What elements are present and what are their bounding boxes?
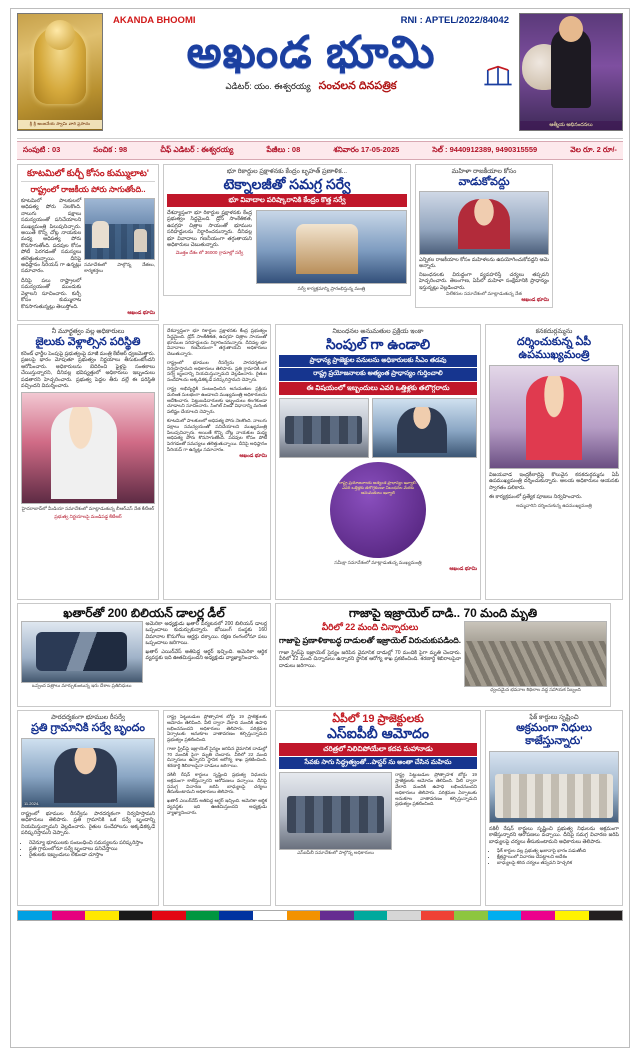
bottom-band <box>17 710 623 906</box>
list-item: • క్షేత్రస్థాయిలో విచారణ చేపట్టాలని ఆదేశం <box>497 854 619 860</box>
story-kootami-subhead: రాష్ట్రంలో రాజకీయ పోరు సాగుతోంది.. <box>30 185 146 194</box>
story-sipb <box>275 710 481 906</box>
column-fakecards <box>485 710 623 906</box>
color-swatch-4 <box>152 911 186 920</box>
story-sipb-ribbon: చరిత్రలో నిలిచిపోయేలా కదప మహానాడు <box>279 743 477 756</box>
list-item: • రెవెన్యూ భూములకు సంబంధించి సమస్యలను పరిష్కరిస్తాం <box>29 840 155 846</box>
date-label: శనివారం 17-05-2025 <box>333 145 400 154</box>
story-cm-headline: సింపుల్ గా ఉండాలి <box>325 335 431 352</box>
bottom-continuation-c: నకిలీ రేషన్ కార్డులు సృష్టించి ప్రభుత్వ నిధులను అక్రమంగా కాజేస్తున్నారని ఆరోపణలు వచ్చాయి. దీనిపై సమగ్ర విచారణ జరిపి బాధ్యులపై చర్యలు తీసుకుంటామని అధికారులు తెలిపారు. <box>167 772 267 795</box>
person-image <box>551 28 591 108</box>
column-center-top <box>163 164 411 321</box>
story-sipb-headline-1: ఏపీలో 19 ప్రాజెక్టులకు <box>332 712 424 725</box>
story-kootami-headline: కూటమిలో కుర్చీ కోసం కుమ్ములాట' <box>27 168 149 178</box>
story-gaza-headline: గాజాపై ఇజ్రాయెల్ దాడి.. 70 మంది మృతి <box>348 605 538 620</box>
list-item: • బాధ్యులపై కఠిన చర్యలు తప్పవని హెచ్చరిక <box>497 860 619 866</box>
story-cm-quote-seal: రాష్ట్ర ప్రయోజనాలకు అత్యంత ప్రాధాన్యం ఇవ్వాలి. ఎవరి ఒత్తిళ్లకు తలొగ్గకుండా నిబంధనల మేరకు అనుమతులు ఇవ్వాలి <box>330 462 426 558</box>
story-gaza-sub2: గాజాపై ప్రణాళికాబద్ధ దాడులతో ఇజ్రాయెల్ విరుచుకుపడింది. <box>279 635 461 645</box>
list-item: • ఫేక్ కార్డుల వల్ల ప్రభుత్వ ఖజానాపై భారం పడుతోంది <box>497 848 619 854</box>
masthead-center <box>103 13 519 95</box>
story-temple <box>485 324 623 600</box>
story-resurvey-photo <box>21 738 155 808</box>
story-cm-ribbon1: ప్రాధాన్య ప్రాజెక్టుల పనులను అధికారులకు సీఎం తడవు <box>279 355 477 368</box>
column-qatar <box>17 603 271 707</box>
bottom-continuation-a: రాష్ట్ర పెట్టుబడుల ప్రోత్సాహక బోర్డు 19 ప్రాజెక్టులకు ఆమోదం తెలిపింది. వీటి ద్వారా వేలాది మందికి ఉపాధి లభించనుందని అధికారులు తెలిపారు. పరిశ్రమల ఏర్పాటుకు అనుకూల వాతావరణం కల్పిస్తున్నామని ప్రభుత్వం ప్రకటించింది. <box>167 713 267 743</box>
story-ktr-photo-caption: హైదరాబాద్‌లో మీడియా సమావేశంలో మాట్లాడుతున్న బీఆర్ఎస్ నేత కేటీఆర్ <box>21 506 155 512</box>
color-swatch-9 <box>320 911 354 920</box>
story-kootami-credit: ఆఖండ భూమి <box>127 309 155 316</box>
story-survey-kicker: భూ రికార్డుల ప్రక్షాళనకు కేంద్రం బృహత్ ప్రణాళిక... <box>226 168 348 175</box>
story-survey-photo <box>256 210 407 284</box>
column-1 <box>17 164 159 321</box>
column-bottom-filler <box>163 710 271 906</box>
color-swatch-3 <box>119 911 153 920</box>
story-bottom-continuation <box>163 710 271 906</box>
story-women-headline: వాడుకోవద్దు <box>458 176 510 188</box>
color-swatch-5 <box>186 911 220 920</box>
story-survey-stat: మొత్తం దేశం లో 36000 గ్రామాల్లో సర్వే <box>175 250 244 256</box>
column-sipb <box>275 710 481 906</box>
continuation-body-c: రాష్ట్ర అభివృద్ధికి సంబంధించిన అనుమతుల ప్రక్రియ మరింత సులభంగా ఉండాలని ముఖ్యమంత్రి అధికారులను ఆదేశించారు. పెట్టుబడిదారులకు ఇబ్బందులు కలగకుండా చూడాలని సూచించారు. సింగిల్ విండో విధానాన్ని మరింత పటిష్టం చేయాలని చెప్పారు. <box>167 386 267 415</box>
story-qatar-headline: ఖతార్‌తో 200 బిలియన్ డాలర్ల డీల్ <box>63 605 225 620</box>
story-ktr-headline: జైలుకు వెళ్లాల్సిన పరిస్థితి <box>35 335 141 348</box>
issue-info-strip <box>17 141 623 160</box>
color-swatch-13 <box>454 911 488 920</box>
story-women-b2: నిబంధనలకు విరుద్ధంగా వ్యవహరిస్తే చర్యలు తప్పవని హెచ్చరించారు. తెలంగాణ, ఏపీలో మహిళా సంక్షేమానికి ప్రాధాన్యం ఇస్తున్నట్లు వెల్లడించారు. <box>419 271 549 291</box>
chief-editor-label: చీఫ్ ఎడిటర్ : ఈశ్వరయ్య <box>160 145 234 154</box>
masthead-photo <box>519 13 623 131</box>
story-kootami-photo-caption: సమావేశంలో పాల్గొన్న నేతలు, కార్యకర్తలు <box>84 262 155 273</box>
story-ktr-body: కరెంట్ ఛార్జీల పెంపుపై ప్రభుత్వంపై మాజీ మంత్రి కేటీఆర్ ధ్వజమెత్తారు. ప్రజలపై భారం మోపుతూ ప్రభుత్వం నిర్ణయాలు తీసుకుంటోందని ఆరోపించారు. అధికారులను బెదిరించి ఫైళ్లపై సంతకాలు చేయిస్తున్నారని, దీనివల్ల భవిష్యత్తులో అధికారులు ఇబ్బందులు పడతారని హెచ్చరించారు. ప్రభుత్వ పెద్దల తీరు వల్లే ఈ పరిస్థితి వచ్చిందని విమర్శించారు. <box>21 350 155 389</box>
column-filler-text <box>163 324 271 600</box>
color-swatch-10 <box>354 911 388 920</box>
story-sipb-headline-2: ఎస్ఐపీబీ ఆమోదం <box>326 724 430 741</box>
story-cm-kicker: నిబంధనల అనుమతుల ప్రక్రియ ఇంకా <box>332 327 424 335</box>
english-name: AKANDA BHOOMI <box>113 15 196 26</box>
color-swatch-7 <box>253 911 287 920</box>
column-4 <box>415 164 553 321</box>
color-swatch-15 <box>521 911 555 920</box>
color-swatch-14 <box>488 911 522 920</box>
story-ktr-photo <box>21 392 155 504</box>
story-temple-photo <box>489 365 619 469</box>
story-cm-photo-meeting <box>279 398 369 458</box>
story-ktr <box>17 324 159 600</box>
column-gaza <box>275 603 611 707</box>
story-resurvey <box>17 710 159 906</box>
middle-band <box>17 324 623 600</box>
deity-image <box>17 13 103 131</box>
story-temple-b2: ఈ కార్యక్రమంలో ప్రత్యేక పూజలు నిర్వహించారు. <box>489 494 583 501</box>
phone-label: సెల్ : 9440912389, 9490315559 <box>432 145 538 154</box>
story-resurvey-kicker: పారదర్శకంగా భూముల రీసర్వే <box>51 713 125 721</box>
story-fakecards <box>485 710 623 906</box>
tagline: సంచలన దినపత్రిక <box>318 80 397 92</box>
story-kootami-photo <box>84 198 155 260</box>
list-item: • రైతులకు ఇబ్బందులు లేకుండా చూస్తాం <box>29 852 155 858</box>
story-gaza-photo-caption: ధ్వంసమైన భవనాల శిథిలాల వద్ద సహాయక సిబ్బంది <box>490 686 581 692</box>
color-swatch-6 <box>219 911 253 920</box>
story-cm-photo-cm <box>372 398 477 458</box>
story-cm-credit: ఆఖండ భూమి <box>449 565 477 572</box>
issue-label: సంచిక : 98 <box>93 145 128 154</box>
color-swatch-16 <box>555 911 589 920</box>
story-qatar <box>17 603 271 707</box>
story-kootami-body2: దీనిపై పలు రాష్ట్రాలలో సమన్వయంతో ముందుకు వెళ్లాలని సూచించారు. కుర్చీ కోసం కుమ్ములాట కొనసాగుతున్నట్లు తెలుస్తోంది. <box>21 277 82 310</box>
story-sipb-photo-caption: ఎస్ఐపీబీ సమావేశంలో పాల్గొన్న అధికారులు <box>297 850 374 856</box>
story-kootami <box>17 164 159 321</box>
color-swatch-8 <box>287 911 321 920</box>
continuation-body-a: దేశవ్యాప్తంగా భూ రికార్డుల ప్రక్షాళనకు కేంద్ర ప్రభుత్వం సిద్ధమైంది. డ్రోన్ సాంకేతికత, ఉపగ్రహ చిత్రాల సాయంతో భూముల సరిహద్దులను నిర్ధారించనున్నారు. దీనివల్ల భూ వివాదాలు గణనీయంగా తగ్గుతాయని అధికారులు చెబుతున్నారు. <box>167 327 267 357</box>
story-temple-kicker: కనకదుర్గమ్మను <box>535 327 573 335</box>
story-women-photo-caption: విలేకరుల సమావేశంలో మాట్లాడుతున్న నేత <box>446 291 522 297</box>
story-fakecards-kicker: ఫేక్ కార్డులు సృష్టించి <box>529 713 579 721</box>
rni-number: RNI : APTEL/2022/84042 <box>400 15 509 26</box>
continuation-body-d: కూటమిలో పాలకులలో ఆధిపత్య పోరు నెలకొంది. నాలుగు పక్షాలు సమన్వయంతో పనిచేయాలని ముఖ్యమంత్రి పిలుపునిచ్చారు. అయితే కొన్ని చోట్ల నాయకుల మధ్య ఆధిపత్య పోరు కొనసాగుతోంది. పదవుల కోసం పోటీ పెరగడంతో సమస్యలు తలెత్తుతున్నాయి. దీనిపై అధిష్ఠానం సీరియస్ గా ఉన్నట్లు సమాచారం. <box>167 418 267 453</box>
paper-sheet <box>10 8 630 1048</box>
color-swatch-17 <box>589 911 623 920</box>
story-survey-body: దేశవ్యాప్తంగా భూ రికార్డుల ప్రక్షాళనకు కేంద్ర ప్రభుత్వం సిద్ధమైంది. డ్రోన్ సాంకేతికత, ఉపగ్రహ చిత్రాల సాయంతో భూముల సరిహద్దులను నిర్ధారించనున్నారు. దీనివల్ల భూ వివాదాలు గణనీయంగా తగ్గుతాయని అధికారులు చెబుతున్నారు. <box>167 210 252 249</box>
bottom-continuation-d: ఖతార్ ఎయిర్‌వేస్ అతిపెద్ద ఆర్డర్ ఇచ్చింది. అమెరికా ఆర్థిక వ్యవస్థకు ఇది ఊతమిస్తుందని అధ్యక్షుడు వ్యాఖ్యానించారు. <box>167 798 267 815</box>
story-temple-b1: విజయవాడ ఇంద్రకీలాద్రిపై కొలువైన కనకదుర్గమ్మను ఏపీ ఉపముఖ్యమంత్రి దర్శించుకున్నారు. ఆలయ అధికారులు ఆయనకు స్వాగతం పలికారు. <box>489 471 619 491</box>
story-ktr-kicker: నీ మూర్ఖత్వం వల్ల అధికారులు <box>51 327 125 335</box>
story-women <box>415 164 553 308</box>
story-qatar-body: అమెరికా అధ్యక్షుడు ఖతార్ పర్యటనలో 200 బిలియన్ డాలర్ల ఒప్పందాలు కుదుర్చుకున్నారు. బోయింగ్ సంస్థకు 160 విమానాల కొనుగోలు ఆర్డర్లు దక్కాయి. రక్షణ రంగంలోనూ పలు ఒప్పందాలు జరిగాయి. <box>145 620 267 647</box>
story-women-b1: ఎన్నికల రాజకీయాల కోసం మహిళలను ఉపయోగించుకోవద్దని ఆమె అన్నారు. <box>419 257 549 270</box>
story-temple-headline: దర్శించుకున్న ఏపీ ఉపముఖ్యమంత్రి <box>516 335 592 361</box>
story-cm <box>275 324 481 600</box>
editor-label: ఎడిటర్: యం. ఈశ్వరయ్య <box>225 81 311 91</box>
story-fakecards-body: నకిలీ రేషన్ కార్డులు సృష్టించి ప్రభుత్వ నిధులను అక్రమంగా కాజేస్తున్నారని ఆరోపణలు వచ్చాయి. దీనిపై సమగ్ర విచారణ జరిపి బాధ్యులపై చర్యలు తీసుకుంటామని అధికారులు తెలిపారు. <box>489 825 619 845</box>
story-resurvey-bullets <box>29 840 155 859</box>
divider <box>21 181 155 182</box>
story-gaza <box>275 603 611 707</box>
press-color-bar <box>17 910 623 921</box>
masthead-photo-caption: ఆత్మీయ అభినందనలు <box>520 121 622 130</box>
story-women-credit: ఆఖండ భూమి <box>521 296 549 303</box>
story-fakecards-headline: అక్రమంగా నిధులు కాజేస్తున్నారు' <box>516 721 592 747</box>
story-sipb-body: రాష్ట్ర పెట్టుబడుల ప్రోత్సాహక బోర్డు 19 ప్రాజెక్టులకు ఆమోదం తెలిపింది. వీటి ద్వారా వేలాది మందికి ఉపాధి లభించనుందని అధికారులు తెలిపారు. పరిశ్రమల ఏర్పాటుకు అనుకూల వాతావరణం కల్పిస్తున్నామని ప్రభుత్వం ప్రకటించింది. <box>395 772 477 807</box>
story-qatar-photo <box>21 621 143 683</box>
story-cm-ribbon3: ఈ విషయంలో ఇబ్బందులు ఎవరి ఒత్తిళ్లకు తలొగ్గరాదు <box>279 382 477 395</box>
top-band <box>17 164 623 321</box>
price-label: వెల రూ. 2 రూ/- <box>570 145 617 154</box>
story-sipb-photo <box>279 772 392 850</box>
story-survey-photo-caption: సర్వే కార్యక్రమాన్ని ప్రారంభిస్తున్న మంత్రి <box>297 286 366 291</box>
column-ktr <box>17 324 159 600</box>
color-swatch-12 <box>421 911 455 920</box>
trident-icon <box>481 63 515 89</box>
deity-head <box>45 20 75 50</box>
column-cm <box>275 324 481 600</box>
story-qatar-photo-caption: ఒప్పంద పత్రాలు మార్చుకుంటున్న ఇరు దేశాల ప్రతినిధులు <box>32 682 132 688</box>
story-resurvey-photo-date: 11.2024. <box>24 800 40 806</box>
story-cm-ribbon2: రాష్ట్ర ప్రయోజనాలకు అత్యంత ప్రాధాన్యం గుర్తించాలి <box>279 368 477 381</box>
story-resurvey-headline: ప్రతి గ్రామానికి సర్వే బృందం <box>31 721 145 734</box>
story-fakecards-photo <box>489 751 619 823</box>
story-gaza-body: గాజా స్ట్రిప్‌పై ఇజ్రాయెల్ సైన్యం జరిపిన వైమానిక దాడుల్లో 70 మందికి పైగా మృతి చెందారు. వీరిలో 22 మంది చిన్నారులు ఉన్నారని స్థానిక ఆరోగ్య శాఖ ప్రకటించింది. శరణార్థి శిబిరాలపైనా దాడులు జరిగాయి. <box>279 649 461 669</box>
masthead <box>17 13 623 139</box>
column-resurvey <box>17 710 159 906</box>
color-swatch-0 <box>18 911 52 920</box>
column-temple <box>485 324 623 600</box>
story-cm-photo-caption: సమీక్షా సమావేశంలో మాట్లాడుతున్న ముఖ్యమంత్రి <box>334 559 422 565</box>
color-swatch-1 <box>52 911 86 920</box>
story-survey-headline: టెక్నాలజీతో సమగ్ర సర్వే <box>223 176 351 192</box>
volume-label: సంపుటి : 03 <box>23 145 61 154</box>
story-survey-continuation <box>163 324 271 600</box>
story-sipb-ribbon2: సేవకు సాగు సిద్ధ్రత్వంతో...పాస్టర్ ను అంతా చేసిన మహిమ <box>279 757 477 770</box>
story-women-kicker: మహిళా రాజకీయాల కోసం <box>451 168 517 175</box>
masthead-subrow <box>109 80 513 95</box>
story-women-photo <box>419 191 549 255</box>
pages-label: పేజీలు : 08 <box>266 145 301 154</box>
story-ktr-caption2: ప్రభుత్వ నిర్ణయాలపై మండిపడ్డ కేటీఆర్ <box>54 513 122 519</box>
masthead-toprow <box>109 13 513 26</box>
story-kootami-body: కూటమిలో పాలకులలో ఆధిపత్య పోరు నెలకొంది. నాలుగు పక్షాలు సమన్వయంతో పనిచేయాలని ముఖ్యమంత్రి పిలుపునిచ్చారు. అయితే కొన్ని చోట్ల నాయకుల మధ్య ఆధిపత్య పోరు కొనసాగుతోంది. పదవుల కోసం పోటీ పెరగడంతో సమస్యలు తలెత్తుతున్నాయి. దీనిపై అధిష్ఠానం సీరియస్ గా ఉన్నట్లు సమాచారం. <box>21 198 82 275</box>
continuation-body-b: రాష్ట్రంలో భూముల రీసర్వేను పారదర్శకంగా నిర్వహిస్తామని అధికారులు తెలిపారు. ప్రతి గ్రామానికి ఒక సర్వే బృందాన్ని నియమిస్తున్నామని వెల్లడించారు. రైతుల సందేహాలను అక్కడికక్కడే పరిష్కరిస్తామని చెప్పారు. <box>167 359 267 383</box>
story-gaza-sub1: వీరిలో 22 మంది చిన్నారులు <box>321 621 419 632</box>
page-title: అఖండ భూమి <box>186 28 436 77</box>
story-fakecards-bullets <box>497 848 619 865</box>
list-item: • ప్రతి గ్రామంలోనూ సర్వే బృందాలు పనిచేస్తాయి <box>29 846 155 852</box>
world-band <box>17 603 623 707</box>
story-temple-photo-caption: అమ్మవారిని దర్శించుకున్న ఉపముఖ్యమంత్రి <box>516 502 592 508</box>
story-survey <box>163 164 411 296</box>
color-swatch-11 <box>387 911 421 920</box>
story-resurvey-body: రాష్ట్రంలో భూముల రీసర్వేను పారదర్శకంగా నిర్వహిస్తామని అధికారులు తెలిపారు. ప్రతి గ్రామానికి ఒక సర్వే బృందాన్ని నియమిస్తున్నామని వెల్లడించారు. రైతుల సందేహాలను అక్కడికక్కడే పరిష్కరిస్తామని చెప్పారు. <box>21 810 155 837</box>
continuation-credit: ఆఖండ భూమి <box>239 452 267 459</box>
bottom-continuation-b: గాజా స్ట్రిప్‌పై ఇజ్రాయెల్ సైన్యం జరిపిన వైమానిక దాడుల్లో 70 మందికి పైగా మృతి చెందారు. వీరిలో 22 మంది చిన్నారులు ఉన్నారని స్థానిక ఆరోగ్య శాఖ ప్రకటించింది. శరణార్థి శిబిరాలపైనా దాడులు జరిగాయి. <box>167 745 267 769</box>
deity-caption: శ్రీ శ్రీ ఆంజనేయ స్వామి వారి ప్రసాదం <box>18 120 102 129</box>
story-qatar-body2: ఖతార్ ఎయిర్‌వేస్ అతిపెద్ద ఆర్డర్ ఇచ్చింది. అమెరికా ఆర్థిక వ్యవస్థకు ఇది ఊతమిస్తుందని అధ్యక్షుడు వ్యాఖ్యానించారు. <box>145 648 267 661</box>
story-survey-ribbon: భూ వివాదాల పరిష్కారానికి కేంద్రం కొత్త సర్వే <box>167 194 407 207</box>
color-swatch-2 <box>85 911 119 920</box>
story-gaza-photo <box>464 621 607 687</box>
